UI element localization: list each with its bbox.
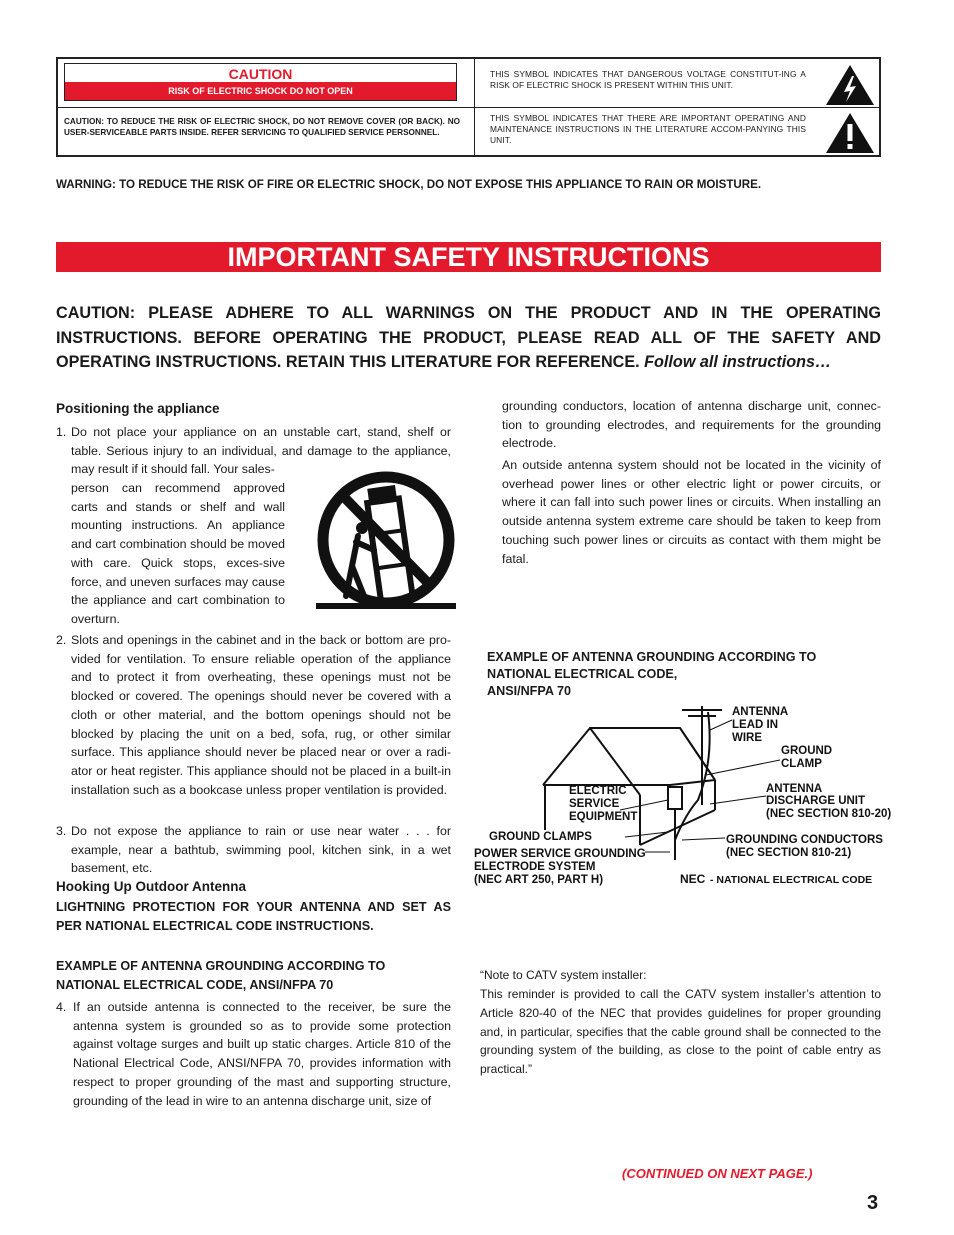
label-discharge-1: ANTENNA — [766, 783, 823, 795]
no-cart-tipping-icon — [312, 470, 460, 612]
antenna-grounding-diagram — [470, 700, 900, 895]
caution-statement: CAUTION: TO REDUCE THE RISK OF ELECTRIC SHOCK, DO NOT REMOVE COVER (OR BACK). NO USER-SERVICEABLE PARTS INSIDE. REFER SERVICING TO QUALIFIED SERVICE PERSONNEL. — [64, 117, 460, 137]
item4-text: If an outside antenna is connected to the receiver, be sure the antenna system is grounded so as to provide some protection against voltage surges and built up static charges. Article 810 of the National Electrical Code, ANSI/NFPA 70, provides information with respect to proper grounding of the mast and supporting structure, grounding of the lead in wire to an antenna discharge unit, size of — [73, 1000, 451, 1108]
item1-text-top: Do not place your appliance on an unstable cart, stand, shelf or table. Serious injury to an individual, and damage to the appliance, may result if it should fall. Your sales- — [71, 425, 451, 477]
catv-note-body: This reminder is provided to call the CATV system installer’s attention to Article 820-40 of the NEC that provides guidelines for proper grounding and, in particular, specifies that the cable ground shall be connected to the grounding system of the building, as close to the point of cable entry as practical.” — [480, 987, 881, 1077]
caution-box — [56, 57, 881, 157]
page-number: 3 — [867, 1192, 879, 1214]
label-conductors-2: (NEC SECTION 810-21) — [726, 847, 852, 859]
example-heading-left: EXAMPLE OF ANTENNA GROUNDING ACCORDING TO NATIONAL ELECTRICAL CODE, ANSI/NFPA 70 — [56, 959, 386, 992]
symbol1-text: THIS SYMBOL INDICATES THAT DANGEROUS VOLTAGE CONSTITUT-ING A RISK OF ELECTRIC SHOCK IS PRESENT WITHIN THIS UNIT. — [490, 69, 806, 90]
exclamation-triangle-icon — [825, 112, 875, 154]
label-nec-full: - NATIONAL ELECTRICAL CODE — [710, 874, 873, 886]
label-ground-clamps: GROUND CLAMPS — [489, 831, 592, 843]
lead-caution — [56, 301, 881, 375]
item3-text: Do not expose the appliance to rain or use near water . . . for example, near a bathtub, swimming pool, kitchen sink, in a wet basement, etc. — [71, 824, 451, 876]
positioning-heading: Positioning the appliance — [56, 401, 220, 416]
diagram-heading-line3: ANSI/NFPA 70 — [487, 684, 571, 698]
warning-text: WARNING: TO REDUCE THE RISK OF FIRE OR ELECTRIC SHOCK, DO NOT EXPOSE THIS APPLIANCE TO RAIN OR MOISTURE. — [56, 178, 762, 191]
label-nec-abbr: NEC — [680, 872, 706, 886]
caution-subtitle: RISK OF ELECTRIC SHOCK DO NOT OPEN — [65, 82, 456, 100]
item2-number: 2. — [56, 633, 67, 647]
item1-text-wrap: person can recommend approved carts and stands or shelf and wall mounting instructions. An appliance and cart combination should be moved with care. Quick stops, exces-sive force, and uneven surfaces may cause the appliance and cart combination to overturn. — [71, 481, 285, 626]
grounding-continued-text: grounding conductors, location of antenna discharge unit, connec-tion to grounding electrodes, and requirements for the grounding electrode. — [502, 399, 881, 451]
item3-number: 3. — [56, 824, 67, 838]
label-discharge-3: (NEC SECTION 810-20) — [766, 808, 892, 820]
lightning-triangle-icon — [825, 64, 875, 106]
caution-label — [64, 63, 457, 101]
page-title: IMPORTANT SAFETY INSTRUCTIONS — [56, 242, 881, 272]
diagram-heading — [487, 649, 816, 700]
label-electric-3: EQUIPMENT — [569, 811, 638, 823]
label-antenna-1: ANTENNA — [732, 706, 789, 718]
label-ground-clamp-2: CLAMP — [781, 758, 822, 770]
label-power-2: ELECTRODE SYSTEM — [474, 861, 596, 873]
outside-antenna-text: An outside antenna system should not be located in the vicinity of overhead power lines or other electric light or power circuits, or where it can fall into such power lines or circuits. When installing an outside antenna system extreme care should be taken to keep from touching such power lines or circuits as contact with them might be fatal. — [502, 458, 881, 566]
label-discharge-2: DISCHARGE UNIT — [766, 795, 866, 807]
item4-number: 4. — [56, 1000, 67, 1014]
lightning-protection-text: LIGHTNING PROTECTION FOR YOUR ANTENNA AND SET AS PER NATIONAL ELECTRICAL CODE INSTRUCTIONS. — [56, 900, 451, 933]
symbol2-text: THIS SYMBOL INDICATES THAT THERE ARE IMPORTANT OPERATING AND MAINTENANCE INSTRUCTIONS IN THE LITERATURE ACCOM-PANYING THIS UNIT. — [490, 113, 806, 145]
caution-title: CAUTION — [228, 66, 293, 82]
continued-notice: (CONTINUED ON NEXT PAGE.) — [622, 1166, 813, 1181]
item1-number: 1. — [56, 425, 67, 439]
label-antenna-2: LEAD IN — [732, 719, 778, 731]
label-ground-clamp-1: GROUND — [781, 745, 833, 757]
label-electric-2: SERVICE — [569, 798, 620, 810]
diagram-heading-line2: NATIONAL ELECTRICAL CODE, — [487, 667, 678, 681]
lead-caution-italic: Follow all instructions… — [644, 353, 832, 371]
item2-text: Slots and openings in the cabinet and in the back or bottom are pro-vided for ventilation. To ensure reliable operation of the appliance and to protect it from overheating, these openings must not be blocked or covered. The openings should never be covered with a cloth or other material, and the bottom openings should not be blocked by placing the unit on a bed, sofa, rug, or other similar surface. This appliance should never be placed near or over a radi-ator or heat register. This appliance should not be placed in a built-in installation such as a bookcase unless proper ventilation is provided. — [71, 633, 451, 797]
label-antenna-3: WIRE — [732, 732, 763, 744]
antenna-heading: Hooking Up Outdoor Antenna — [56, 879, 246, 894]
label-electric-1: ELECTRIC — [569, 785, 627, 797]
lead-caution-text: CAUTION: PLEASE ADHERE TO ALL WARNINGS ON THE PRODUCT AND IN THE OPERATING INSTRUCTIONS. BEFORE OPERATING THE PRODUCT, PLEASE READ ALL OF THE SAFETY AND OPERATING INSTRUCTIONS. RETAIN THIS LITERATURE FOR REFERENCE. — [56, 304, 881, 371]
label-power-1: POWER SERVICE GROUNDING — [474, 848, 646, 860]
catv-note-title: “Note to CATV system installer: — [480, 968, 647, 982]
label-power-3: (NEC ART 250, PART H) — [474, 874, 604, 886]
divider-horizontal — [58, 107, 879, 108]
label-conductors-1: GROUNDING CONDUCTORS — [726, 834, 883, 846]
diagram-heading-line1: EXAMPLE OF ANTENNA GROUNDING ACCORDING TO — [487, 650, 817, 664]
